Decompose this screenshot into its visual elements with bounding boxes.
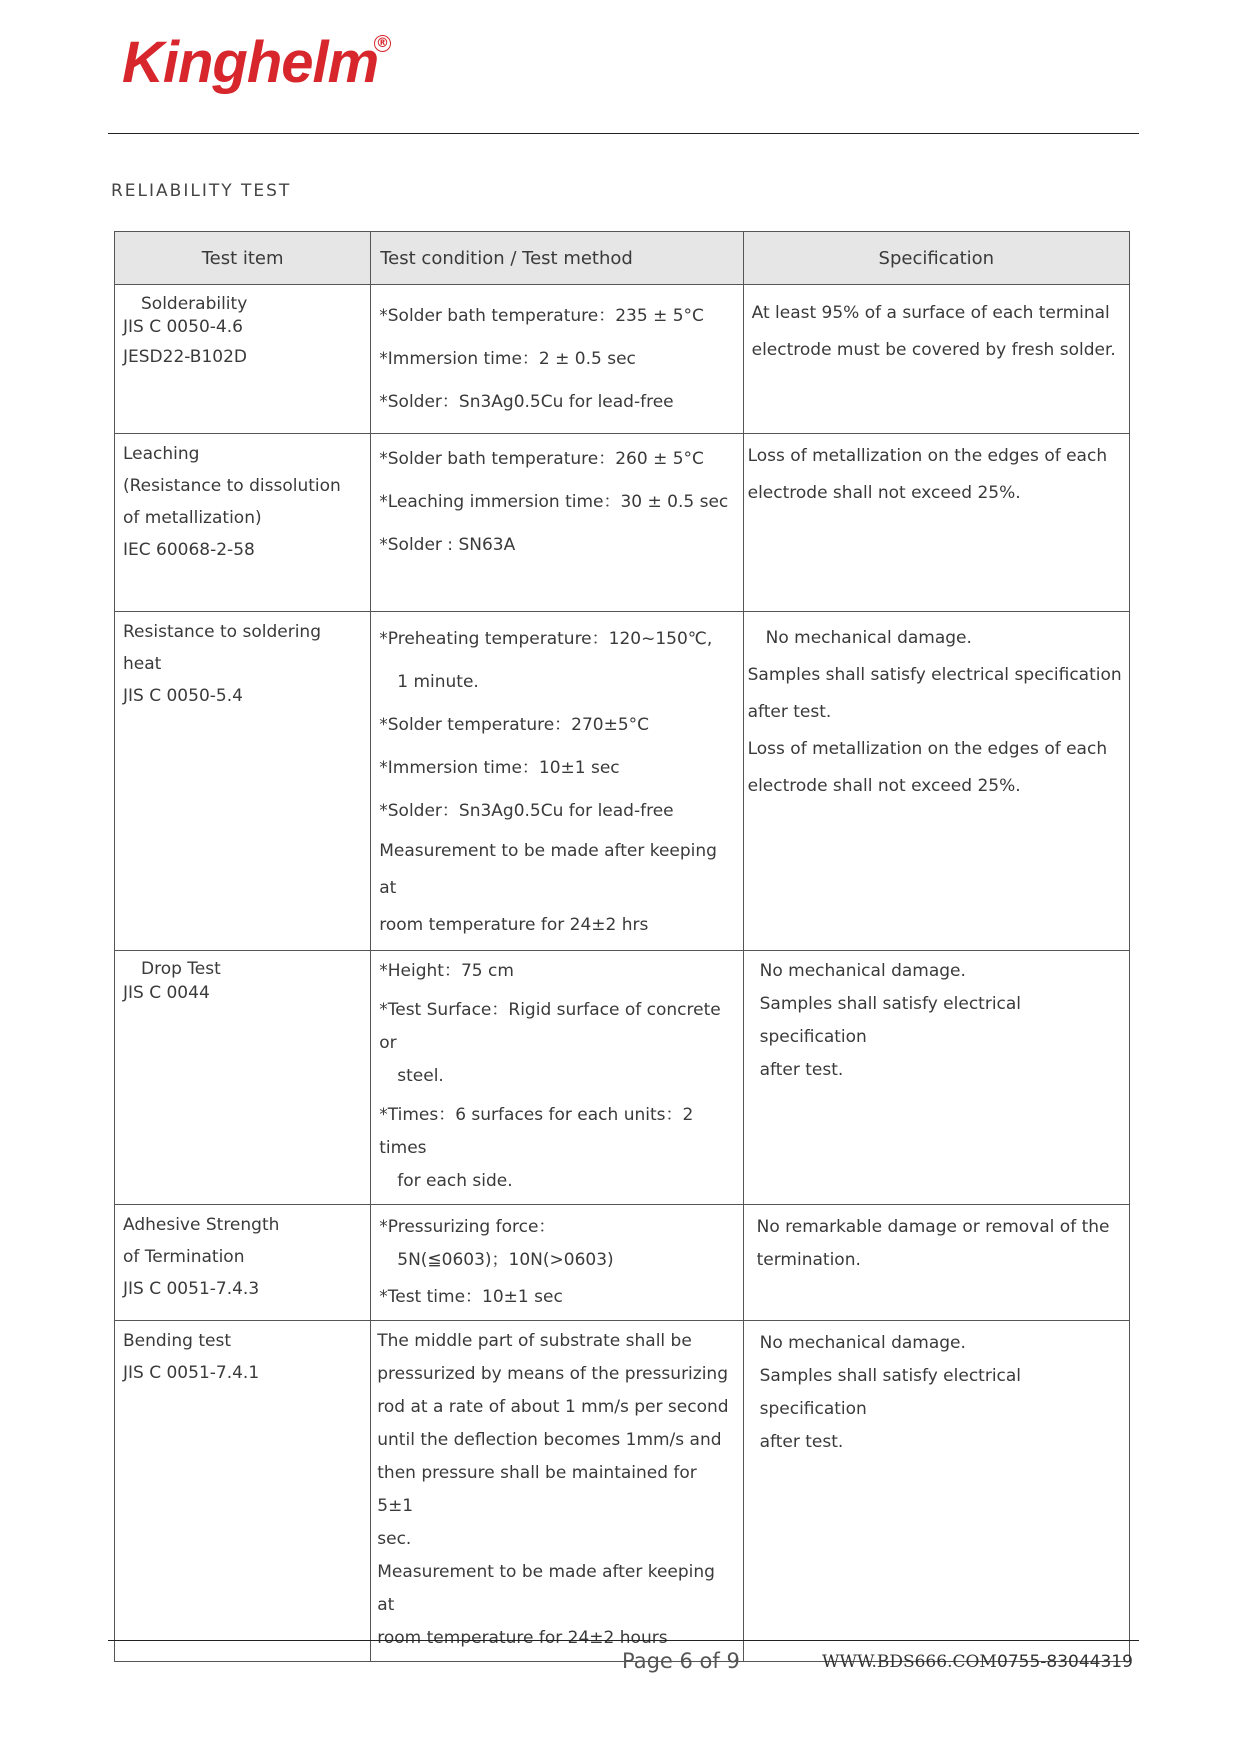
test-condition-cell <box>371 1205 743 1321</box>
condition-line: *Preheating temperature：120~150℃, <box>379 629 713 649</box>
specification-cell <box>743 951 1129 1205</box>
spec-line: after test. <box>759 1060 844 1080</box>
spec-line: Samples shall satisfy electrical specification <box>747 665 1122 685</box>
specification-cell <box>743 612 1129 951</box>
specification-cell <box>743 1205 1129 1321</box>
spec-line: electrode shall not exceed 25%. <box>747 483 1021 503</box>
spec-line: At least 95% of a surface of each terminal <box>751 303 1110 323</box>
test-item-name: Resistance to soldering heat <box>123 622 321 674</box>
condition-line: Measurement to be made after keeping at <box>379 841 717 898</box>
test-item-standard: JIS C 0044 <box>123 983 210 1003</box>
table-header-row <box>115 232 1130 285</box>
test-condition-cell <box>371 1321 743 1662</box>
condition-line: until the deflection becomes 1mm/s and <box>377 1430 722 1450</box>
condition-line: *Immersion time：2 ± 0.5 sec <box>379 349 636 369</box>
test-item-name: (Resistance to dissolution <box>123 476 341 496</box>
test-item-name: of Termination <box>123 1247 245 1267</box>
condition-line: *Solder：Sn3Ag0.5Cu for lead-free <box>379 392 674 412</box>
spec-line: termination. <box>756 1250 861 1270</box>
test-item-cell <box>115 612 371 951</box>
condition-line: *Solder : SN63A <box>379 535 516 555</box>
test-item-cell <box>115 434 371 612</box>
condition-line: Measurement to be made after keeping at <box>377 1562 715 1615</box>
test-item-name: Bending test <box>123 1331 232 1351</box>
registered-mark: ® <box>376 36 389 51</box>
section-title: RELIABILITY TEST <box>111 181 292 201</box>
test-condition-cell <box>371 612 743 951</box>
specification-cell <box>743 1321 1129 1662</box>
condition-line: then pressure shall be maintained for 5±1 <box>377 1463 697 1516</box>
table-row <box>115 1205 1130 1321</box>
spec-line: No mechanical damage. <box>765 628 972 648</box>
test-item-standard: JIS C 0051-7.4.3 <box>123 1279 260 1299</box>
specification-cell <box>743 434 1129 612</box>
footer-phone: 0755-83044319 <box>997 1652 1133 1672</box>
test-item-standard: IEC 60068-2-58 <box>123 540 255 560</box>
test-item-name: Adhesive Strength <box>123 1215 280 1235</box>
condition-line: *Solder bath temperature：260 ± 5°C <box>379 449 704 469</box>
spec-line: No mechanical damage. <box>759 961 966 981</box>
test-condition-cell <box>371 285 743 434</box>
test-item-name: Solderability <box>141 294 248 314</box>
condition-line: pressurized by means of the pressurizing <box>377 1364 728 1384</box>
condition-line: *Height：75 cm <box>379 961 514 981</box>
spec-line: after test. <box>747 702 832 722</box>
reliability-test-table <box>114 231 1130 1662</box>
footer-divider <box>108 1640 1139 1641</box>
footer-website: WWW.BDS666.COM <box>822 1652 997 1672</box>
condition-line: *Solder：Sn3Ag0.5Cu for lead-free <box>379 801 674 821</box>
test-condition-cell <box>371 434 743 612</box>
test-item-standard: JIS C 0051-7.4.1 <box>123 1363 260 1383</box>
test-item-standard: JESD22-B102D <box>123 347 247 367</box>
condition-line: The middle part of substrate shall be <box>377 1331 692 1351</box>
test-item-name: Drop Test <box>141 959 221 979</box>
spec-line: No remarkable damage or removal of the <box>756 1217 1110 1237</box>
condition-line: 1 minute. <box>397 672 479 692</box>
condition-line: room temperature for 24±2 hours <box>377 1628 668 1648</box>
spec-line: Loss of metallization on the edges of each <box>747 446 1108 466</box>
condition-line: rod at a rate of about 1 mm/s per second <box>377 1397 729 1417</box>
condition-line: *Times：6 surfaces for each units：2 times <box>379 1105 694 1158</box>
spec-line: Samples shall satisfy electrical specification <box>759 1366 1022 1419</box>
condition-line: *Leaching immersion time：30 ± 0.5 sec <box>379 492 729 512</box>
header-specification: Specification <box>743 232 1129 285</box>
condition-line: *Test time：10±1 sec <box>379 1287 563 1307</box>
condition-line: for each side. <box>397 1171 513 1191</box>
test-item-cell <box>115 1205 371 1321</box>
table-row <box>115 612 1130 951</box>
logo-wordmark: Kinghelm <box>122 30 379 95</box>
kinghelm-logo <box>122 28 378 98</box>
table-row <box>115 434 1130 612</box>
condition-line: *Test Surface：Rigid surface of concrete or <box>379 1000 721 1053</box>
spec-line: after test. <box>759 1432 844 1452</box>
test-item-name: Leaching <box>123 444 200 464</box>
test-item-cell <box>115 1321 371 1662</box>
spec-line: electrode must be covered by fresh solder. <box>751 340 1116 360</box>
table-row <box>115 951 1130 1205</box>
condition-line: *Immersion time：10±1 sec <box>379 758 620 778</box>
test-item-cell <box>115 285 371 434</box>
condition-line: 5N(≦0603)；10N(>0603) <box>397 1250 614 1270</box>
spec-line: No mechanical damage. <box>759 1333 966 1353</box>
condition-line: *Solder temperature：270±5°C <box>379 715 650 735</box>
condition-line: *Solder bath temperature：235 ± 5°C <box>379 306 704 326</box>
spec-line: electrode shall not exceed 25%. <box>747 776 1021 796</box>
header-test-condition: Test condition / Test method <box>371 232 743 285</box>
test-condition-cell <box>371 951 743 1205</box>
table-row <box>115 285 1130 434</box>
test-item-cell <box>115 951 371 1205</box>
spec-line: Loss of metallization on the edges of each <box>747 739 1108 759</box>
condition-line: sec. <box>377 1529 412 1549</box>
test-item-standard: JIS C 0050-4.6 <box>123 317 243 337</box>
condition-line: *Pressurizing force： <box>379 1217 556 1237</box>
specification-cell <box>743 285 1129 434</box>
table-row <box>115 1321 1130 1662</box>
condition-line: room temperature for 24±2 hrs <box>379 915 649 935</box>
header-test-item: Test item <box>115 232 371 285</box>
condition-line: steel. <box>397 1066 444 1086</box>
test-item-standard: JIS C 0050-5.4 <box>123 686 243 706</box>
spec-line: Samples shall satisfy electrical specification <box>759 994 1022 1047</box>
test-item-name: of metallization) <box>123 508 262 528</box>
page-number: Page 6 of 9 <box>622 1649 740 1673</box>
header-divider <box>108 133 1139 134</box>
